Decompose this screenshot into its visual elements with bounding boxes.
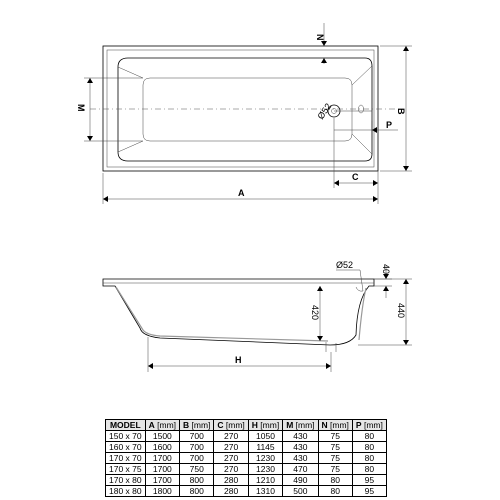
header-letter: MODEL — [109, 420, 141, 430]
table-cell: 270 — [214, 453, 248, 464]
header-letter: P — [355, 420, 362, 430]
table-cell: 80 — [352, 464, 386, 475]
table-row — [106, 486, 387, 497]
table-cell: 800 — [180, 486, 214, 497]
dim-40-label: 40 — [381, 264, 391, 275]
table-header-cell — [214, 420, 248, 431]
table-cell: 1700 — [145, 475, 179, 486]
table-cell: 430 — [283, 431, 318, 442]
top-view — [76, 23, 412, 204]
table-row — [106, 442, 387, 453]
dim-B-label: B — [396, 108, 406, 115]
table-cell: 75 — [318, 431, 352, 442]
table-cell: 75 — [318, 464, 352, 475]
side-drain-diameter-label: Ø52 — [336, 260, 354, 270]
table-cell: 750 — [180, 464, 214, 475]
header-letter: C — [217, 420, 224, 430]
table-cell: 280 — [214, 475, 248, 486]
table-cell: 1230 — [248, 453, 282, 464]
table-cell: 1700 — [145, 464, 179, 475]
table-cell: 280 — [214, 486, 248, 497]
header-letter: N — [321, 420, 328, 430]
dim-C-label: C — [352, 172, 359, 182]
table-row — [106, 431, 387, 442]
header-letter: M — [286, 420, 294, 430]
table-cell: 1230 — [248, 464, 282, 475]
dim-440-label: 440 — [396, 303, 406, 319]
table-cell: 95 — [352, 475, 386, 486]
table-cell: 1310 — [248, 486, 282, 497]
header-unit: [mm] — [223, 420, 245, 430]
table-cell: 1050 — [248, 431, 282, 442]
dim-M-label: M — [76, 104, 86, 112]
model-cell: 170 x 80 — [106, 475, 146, 486]
table-cell: 470 — [283, 464, 318, 475]
model-cell: 160 x 70 — [106, 442, 146, 453]
dim-A-label: A — [238, 188, 245, 198]
header-letter: H — [251, 420, 258, 430]
table-header-cell — [283, 420, 318, 431]
table-cell: 1500 — [145, 431, 179, 442]
table-cell: 1145 — [248, 442, 282, 453]
table-row — [106, 475, 387, 486]
table-cell: 500 — [283, 486, 318, 497]
table-header-cell — [180, 420, 214, 431]
header-letter: B — [183, 420, 190, 430]
header-unit: [mm] — [189, 420, 211, 430]
table-header-cell — [248, 420, 282, 431]
table-cell: 80 — [352, 442, 386, 453]
side-view — [103, 260, 412, 372]
table-cell: 75 — [318, 442, 352, 453]
header-unit: [mm] — [361, 420, 383, 430]
table-header-cell — [145, 420, 179, 431]
table-cell: 700 — [180, 431, 214, 442]
table-cell: 270 — [214, 431, 248, 442]
dim-P-label: P — [386, 120, 393, 130]
header-unit: [mm] — [154, 420, 177, 430]
table-cell: 800 — [180, 475, 214, 486]
table-header-cell — [352, 420, 386, 431]
table-cell: 75 — [318, 453, 352, 464]
model-cell: 170 x 75 — [106, 464, 146, 475]
tub-outer-rim — [103, 46, 378, 171]
table-body — [106, 431, 387, 497]
model-cell: 170 x 70 — [106, 453, 146, 464]
table-cell: 270 — [214, 464, 248, 475]
table-cell: 80 — [352, 453, 386, 464]
table-cell: 700 — [180, 453, 214, 464]
table-cell: 1800 — [145, 486, 179, 497]
dim-H-label: H — [235, 355, 242, 365]
table-cell: 1700 — [145, 453, 179, 464]
header-unit: [mm] — [257, 420, 280, 430]
table-cell: 1210 — [248, 475, 282, 486]
table-cell: 80 — [318, 475, 352, 486]
table-cell: 270 — [214, 442, 248, 453]
table-cell: 1600 — [145, 442, 179, 453]
table-cell: 700 — [180, 442, 214, 453]
dim-420-label: 420 — [310, 305, 320, 321]
table-header-cell — [318, 420, 352, 431]
top-drain-diameter-label: Ø52 — [315, 101, 334, 122]
table-cell: 430 — [283, 453, 318, 464]
header-unit: [mm] — [327, 420, 349, 430]
table-cell: 80 — [318, 486, 352, 497]
table-row — [106, 464, 387, 475]
table-cell: 95 — [352, 486, 386, 497]
table-cell: 490 — [283, 475, 318, 486]
model-cell: 150 x 70 — [106, 431, 146, 442]
table-row — [106, 453, 387, 464]
dimensions-table — [105, 419, 387, 497]
table-cell: 430 — [283, 442, 318, 453]
table-header-row — [106, 420, 387, 431]
header-unit: [mm] — [293, 420, 315, 430]
table-cell: 80 — [352, 431, 386, 442]
tub-side-profile — [103, 279, 374, 345]
header-letter: A — [148, 420, 155, 430]
dim-N-label: N — [315, 34, 325, 41]
model-cell: 180 x 80 — [106, 486, 146, 497]
table-header-cell — [106, 420, 146, 431]
